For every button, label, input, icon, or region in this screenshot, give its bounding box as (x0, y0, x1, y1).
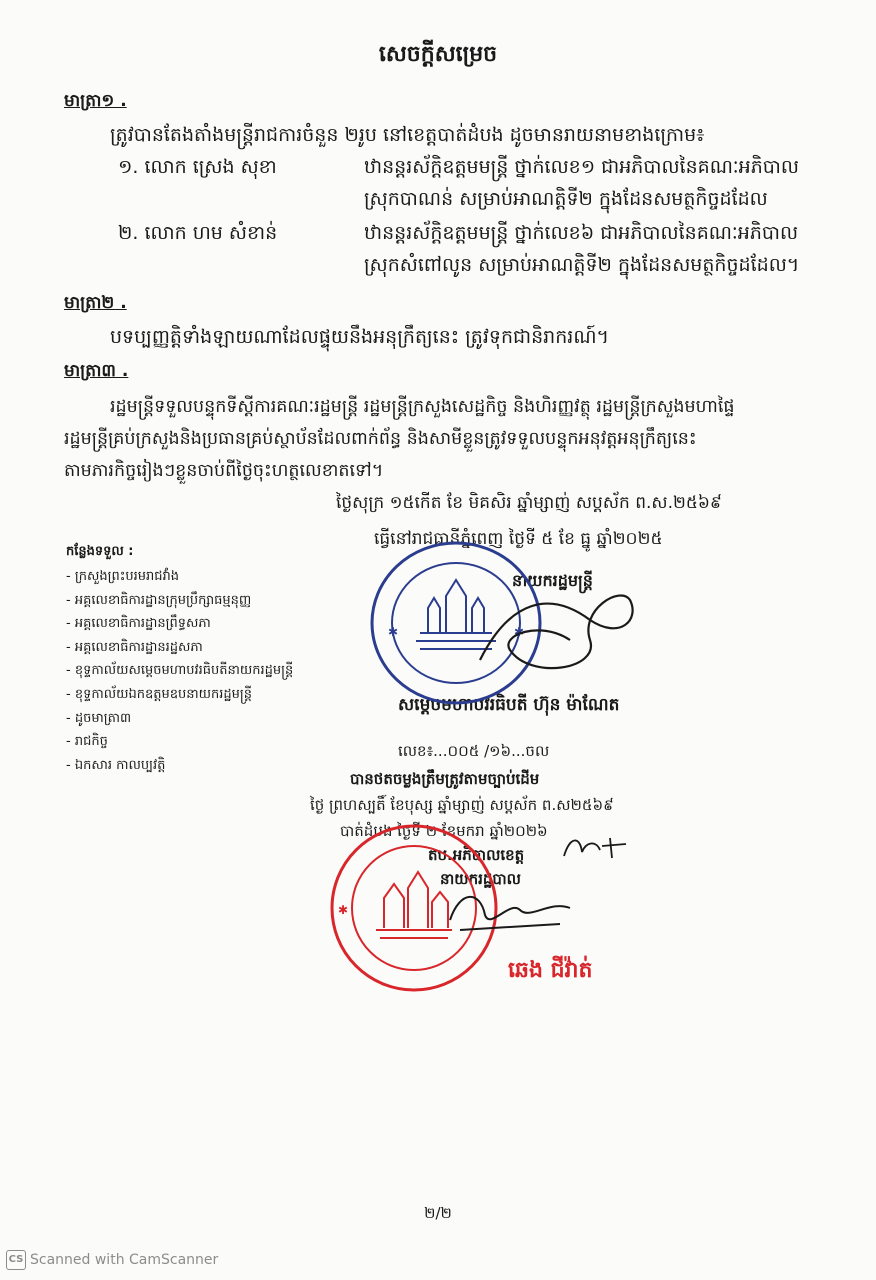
certification-role: នាយករដ្ឋបាល (440, 870, 521, 888)
decree-lunar-date: ថ្ងៃសុក្រ ១៥កើត ខែ មិគសិរ ឆ្នាំម្សាញ់ សប្តស័ក ព.ស.២៥៦៩ (336, 493, 722, 513)
camscanner-label: Scanned with CamScanner (30, 1252, 219, 1268)
svg-text:✱: ✱ (388, 625, 399, 639)
certification-solar-date: បាត់ដំបង ថ្ងៃទី ២ ខែមករា ឆ្នាំ២០២៦ (340, 822, 548, 840)
appointee-2-name: ២. លោក ហម សំខាន់ (118, 222, 278, 244)
recipients-title: កន្លែងទទួល : (66, 544, 134, 559)
recipients-list (66, 565, 293, 777)
camscanner-logo-icon: CS (6, 1250, 26, 1270)
certification-lunar-date: ថ្ងៃ ព្រហស្បតិ៍ ខែបុស្ស ឆ្នាំម្សាញ់ សប្តស័ក ព.ស២៥៦៩ (310, 796, 614, 814)
article-3-line-3: តាមភារកិច្ចរៀងៗខ្លួនចាប់ពីថ្ងៃចុះហត្ថលេខាតទៅ។ (64, 461, 384, 481)
certification-number: លេខ៖...០០៥ /១៦...ចល (398, 742, 550, 760)
document-title: សេចក្តីសម្រេច (378, 42, 498, 67)
decree-solar-date: ធ្វើនៅរាជធានីភ្នំពេញ ថ្ងៃទី ៥ ខែ ធ្នូ ឆ្នាំ២០២៥ (374, 529, 663, 549)
certification-on-behalf: តប.អភិបាលខេត្ត (428, 846, 525, 864)
administrator-signature (440, 880, 580, 940)
page-number: ២/២ (424, 1204, 452, 1222)
recipient-item: - ដូចមាត្រា៣ (66, 710, 132, 726)
article-1-intro: ត្រូវបានតែងតាំងមន្ត្រីរាជការចំនួន ២រូប នៅខេត្តបាត់ដំបង ដូចមានរាយនាមខាងក្រោម៖ (110, 124, 705, 146)
svg-text:✱: ✱ (514, 625, 525, 639)
article-3-line-2: រដ្ឋមន្ត្រីគ្រប់ក្រសួងនិងប្រធានគ្រប់ស្ថាប័នដែលពាក់ព័ន្ធ និងសាមីខ្លួនត្រូវទទួលបន្ទុកអនុវត្តអនុក្រឹត្យនេះ (64, 429, 697, 449)
appointee-1-rank: ឋានន្តរស័ក្តិឧត្តមមន្ត្រី ថ្នាក់លេខ១ ជាអភិបាលនៃគណៈអភិបាល (364, 156, 799, 178)
article-1-label: មាត្រា១ . (64, 91, 127, 111)
certification-statement: បានថតចម្លងត្រឹមត្រូវតាមច្បាប់ដើម (350, 770, 540, 788)
decree-signer-role: នាយករដ្ឋមន្ត្រី (512, 571, 593, 590)
recipient-item: - ក្រសួងព្រះបរមរាជវាំង (66, 569, 180, 584)
appointee-1-name: ១. លោក ស្រេង សុខា (118, 156, 277, 178)
appointee-2-rank: ឋានន្តរស័ក្តិឧត្តមមន្ត្រី ថ្នាក់លេខ៦ ជាអភិបាលនៃគណៈអភិបាល (364, 222, 799, 244)
recipient-item: - អគ្គលេខាធិការដ្ឋានព្រឹទ្ធសភា (66, 616, 211, 632)
recipient-item: - រាជកិច្ច (66, 734, 108, 750)
article-2-label: មាត្រា២ . (64, 293, 127, 313)
article-3-label: មាត្រា៣ . (64, 361, 129, 381)
decree-signer-name: សម្តេចមហាបវរធិបតី ហ៊ុន ម៉ាណែត (398, 695, 620, 715)
appointee-1-post: ស្រុកបាណន់ សម្រាប់អាណត្តិទី២ ក្នុងដែនសមត្ថកិច្ចដដែល (364, 188, 768, 210)
recipient-item: - អគ្គលេខាធិការដ្ឋានក្រុមប្រឹក្សាធម្មនុញ្ញ (66, 592, 252, 608)
recipient-item: - ខុទ្ទកាល័យសម្តេចមហាបវរធិបតីនាយករដ្ឋមន្ត្រី (66, 663, 294, 679)
signature-mark (470, 580, 660, 690)
recipient-item: - ឯកសារ កាលប្បវត្តិ (66, 757, 166, 773)
svg-text:✱: ✱ (338, 903, 349, 917)
camscanner-watermark (6, 1250, 218, 1270)
article-2-text: បទប្បញ្ញត្តិទាំងឡាយណាដែលផ្ទុយនឹងអនុក្រឹត្យនេះ ត្រូវទុកជានិរាករណ៍។ (110, 326, 610, 348)
appointee-2-post: ស្រុកសំពៅលូន សម្រាប់អាណត្តិទី២ ក្នុងដែនសមត្ថកិច្ចដដែល។ (364, 254, 800, 276)
recipient-item: - អគ្គលេខាធិការដ្ឋានរដ្ឋសភា (66, 639, 203, 655)
initials-mark (560, 832, 630, 862)
certification-signer-name: ឆេង ជីវ៉ាត់ (508, 958, 593, 983)
recipient-item: - ខុទ្ទកាល័យឯកឧត្តមឧបនាយករដ្ឋមន្ត្រី (66, 686, 252, 702)
article-3-line-1: រដ្ឋមន្ត្រីទទួលបន្ទុកទីស្តីការគណៈរដ្ឋមន្ត្រី រដ្ឋមន្ត្រីក្រសួងសេដ្ឋកិច្ច និងហិរញ្ញវត្ថុ រដ្ឋមន្ត្រីក្រសួងមហាផ្ទៃ (110, 397, 735, 417)
